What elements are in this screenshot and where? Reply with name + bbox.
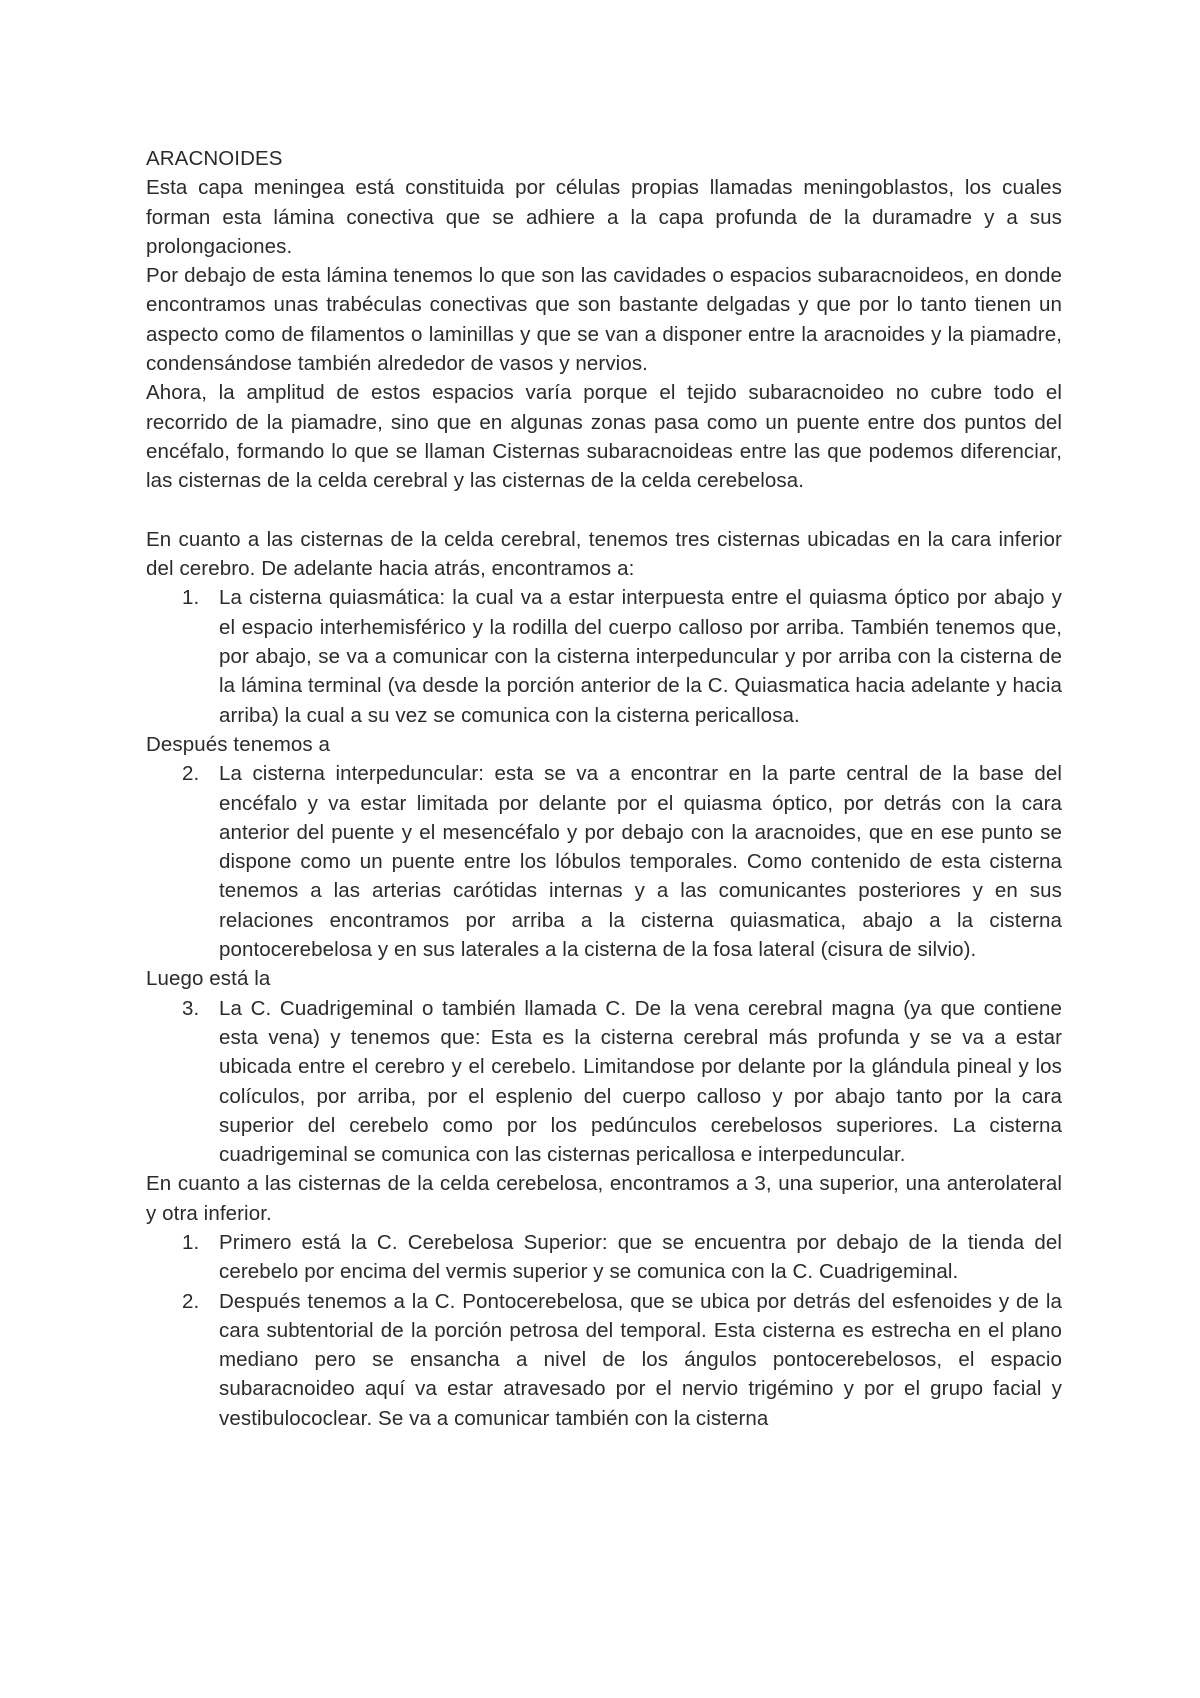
document-body <box>146 173 1062 1433</box>
document-title: ARACNOIDES <box>146 147 283 170</box>
list-item-text: Primero está la C. Cerebelosa Superior: que se encuentra por debajo de la tienda del cerebelo por encima del vermis superior y se comunica con la C. Cuadrigeminal. <box>219 1230 1062 1284</box>
paragraph: Esta capa meningea está constituida por células propias llamadas meningoblastos, los cuales forman esta lámina conectiva que se adhiere a la capa profunda de la duramadre y a sus prolongaciones. <box>146 176 1062 258</box>
list-item-text: Después tenemos a la C. Pontocerebelosa, que se ubica por detrás del esfenoides y de la cara subtentorial de la porción petrosa del temporal. Esta cisterna es estrecha en el plano mediano pero se ensancha a nivel de los ángulos pontocerebelosos, el espacio subaracnoideo aquí va estar atravesado por el nervio trigémino y por el grupo facial y vestibulococlear. Se va a comunicar también con la cisterna <box>219 1289 1062 1430</box>
paragraph: Ahora, la amplitud de estos espacios varía porque el tejido subaracnoideo no cubre todo el recorrido de la piamadre, sino que en algunas zonas pasa como un puente entre dos puntos del encéfalo, formando lo que se llaman Cisternas subaracnoideas entre las que podemos diferenciar, las cisternas de la celda cerebral y las cisternas de la celda cerebelosa. <box>146 381 1062 493</box>
list-item-number: 1. <box>182 1230 200 1254</box>
list-item-text: La cisterna interpeduncular: esta se va a encontrar en la parte central de la base del encéfalo y va estar limitada por delante por el quiasma óptico, por detrás con la cara anterior del puente y el mesencéfalo y por debajo con la aracnoides, que en ese punto se dispone como un puente entre los lóbulos temporales. Como contenido de esta cisterna tenemos a las arterias carótidas internas y a las comunicantes posteriores y en sus relaciones encontramos por arriba a la cisterna quiasmatica, abajo a la cisterna pontocerebelosa y en sus laterales a la cisterna de la fosa lateral (cisura de silvio). <box>219 762 1062 962</box>
list-item-number: 3. <box>182 996 200 1020</box>
list-item <box>146 994 1062 1170</box>
paragraph: En cuanto a las cisternas de la celda cerebelosa, encontramos a 3, una superior, una anterolateral y otra inferior. <box>146 1172 1062 1225</box>
lead-in-line: Luego está la <box>146 967 271 991</box>
paragraph: En cuanto a las cisternas de la celda cerebral, tenemos tres cisternas ubicadas en la cara inferior del cerebro. De adelante hacia atrás, encontramos a: <box>146 527 1062 581</box>
list-item-text: La C. Cuadrigeminal o también llamada C. De la vena cerebral magna (ya que contiene esta vena) y tenemos que: Esta es la cisterna cerebral más profunda y se va a estar ubicada entre el cerebro y el cerebelo. Limitandose por delante por la glándula pineal y los colículos, por arriba, por el esplenio del cuerpo calloso y por abajo tanto por la cara superior del cerebelo como por los pedúnculos cerebelosos superiores. La cisterna cuadrigeminal se comunica con las cisternas pericallosa e interpeduncular. <box>219 996 1062 1167</box>
list-item <box>146 1228 1062 1287</box>
blank-line <box>146 496 1062 525</box>
lead-in-line: Después tenemos a <box>146 732 331 756</box>
list-item <box>146 1287 1062 1433</box>
list-item-number: 2. <box>182 762 200 786</box>
paragraph: Por debajo de esta lámina tenemos lo que son las cavidades o espacios subaracnoideos, en donde encontramos unas trabéculas conectivas que son bastante delgadas y que por lo tanto tienen un aspecto como de filamentos o laminillas y que se van a disponer entre la aracnoides y la piamadre, condensándose también alrededor de vasos y nervios. <box>146 264 1062 376</box>
list-item <box>146 759 1062 964</box>
list-item-text: La cisterna quiasmática: la cual va a estar interpuesta entre el quiasma óptico por abajo y el espacio interhemisférico y la rodilla del cuerpo calloso por arriba. También tenemos que, por abajo, se va a comunicar con la cisterna interpeduncular y por arriba con la cisterna de la lámina terminal (va desde la porción anterior de la C. Quiasmatica hacia adelante y hacia arriba) la cual a su vez se comunica con la cisterna pericallosa. <box>219 586 1062 727</box>
list-item-number: 2. <box>182 1289 200 1313</box>
document-page <box>146 144 1062 1433</box>
list-item-number: 1. <box>182 586 200 610</box>
list-item <box>146 583 1062 729</box>
